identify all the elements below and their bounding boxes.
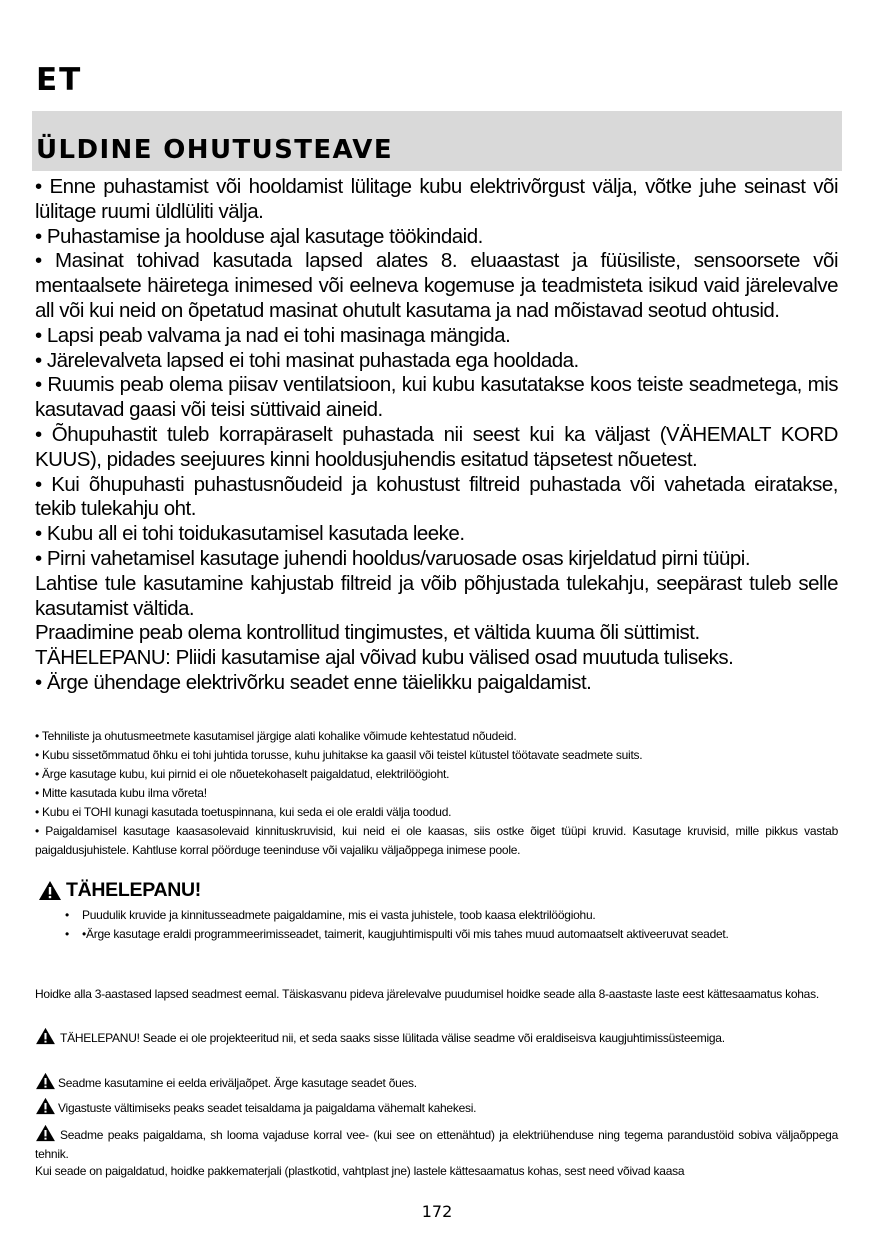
list-item: • Kubu ei TOHI kunagi kasutada toetuspinnana, kui seda ei ole eraldi välja toodud. xyxy=(35,805,452,819)
paragraph-text: TÄHELEPANU! Seade ei ole projekteeritud nii, et seda saaks sisse lülitada välise seadme või eraldiseisva kaugjuhtimissüsteemiga. xyxy=(60,1031,725,1045)
list-item: • Enne puhastamist või hooldamist lülitage kubu elektrivõrgust välja, võtke juhe seinast või lülitage ruumi üldlüliti välja. xyxy=(35,175,838,223)
list-item: • Mitte kasutada kubu ilma võreta! xyxy=(35,786,207,800)
list-item: • Kubu sissetõmmatud õhku ei tohi juhtida torusse, kuhu juhitakse ka gaasil või teistel kütustel töötavate seadmete suits. xyxy=(35,748,643,762)
list-item: • Ärge ühendage elektrivõrku seadet enne täielikku paigaldamist. xyxy=(35,670,592,694)
list-item: • Järelevalveta lapsed ei tohi masinat puhastada ega hooldada. xyxy=(35,348,579,372)
warning-title: TÄHELEPANU! xyxy=(66,879,201,901)
section-banner xyxy=(32,111,842,171)
section-title: ÜLDINE OHUTUSTEAVE xyxy=(36,135,393,165)
list-item: • Tehniliste ja ohutusmeetmete kasutamisel järgige alati kohalike võimude kehtestatud nõudeid. xyxy=(35,729,517,743)
list-item: • Pirni vahetamisel kasutage juhendi hooldus/varuosade osas kirjeldatud pirni tüüpi. xyxy=(35,546,751,570)
list-item: TÄHELEPANU: Pliidi kasutamise ajal võivad kubu välised osad muutuda tuliseks. xyxy=(35,646,734,670)
paragraph-text: Seadme peaks paigaldama, sh looma vajaduse korral vee- (kui see on ettenähtud) ja elektriühenduse ning tegema parandustöid sobiva väljaõppega tehnik. xyxy=(35,1128,838,1161)
warning-triangle-icon xyxy=(35,1097,56,1115)
packaging-paragraph: Kui seade on paigaldatud, hoidke pakkematerjali (plastkotid, vahtplast jne) lastele kättesaamatus kohas, sest need võivad kaasa xyxy=(35,1164,685,1178)
warning-list xyxy=(65,906,838,944)
list-item: • •Ärge kasutage eraldi programmeerimisseadet, taimerit, kaugjuhtimispulti või mis tahes muud automaatselt aktiveeruvat seadet. xyxy=(65,925,838,944)
list-item: • Puhastamise ja hoolduse ajal kasutage töökindaid. xyxy=(35,224,483,248)
language-code: ET xyxy=(36,62,83,98)
paragraph-text: Seadme kasutamine ei eelda eriväljaõpet. Ärge kasutage seadet õues. xyxy=(58,1076,417,1090)
main-safety-list xyxy=(35,175,838,696)
outdoors-paragraph xyxy=(35,1072,838,1093)
list-item: • Kui õhupuhasti puhastusnõudeid ja kohustust filtreid puhastada või vahetada eiratakse, tekib tulekahju oht. xyxy=(35,472,838,521)
list-item: • Puudulik kruvide ja kinnitusseadmete paigaldamine, mis ei vasta juhistele, toob kaasa elektrilöögiohu. xyxy=(65,906,838,925)
list-item: • Kubu all ei tohi toidukasutamisel kasutada leeke. xyxy=(35,522,465,546)
warning-triangle-icon xyxy=(35,1027,56,1045)
warning-triangle-icon xyxy=(35,1072,56,1090)
list-item: • Paigaldamisel kasutage kaasasolevaid kinnituskruvisid, kui neid ei ole kaasas, siis ostke õiget tüüpi kruvid. Kasutage kruvisid, mille pikkus vastab paigaldusjuhistele. Kahtluse korral pöörduge teeninduse või vajaliku väljaõppega inimese poole. xyxy=(35,824,838,857)
technical-safety-list xyxy=(35,727,838,860)
installation-paragraph xyxy=(35,1124,838,1164)
page-number: 172 xyxy=(421,1202,453,1221)
children-paragraph: Hoidke alla 3-aastased lapsed seadmest eemal. Täiskasvanu pideva järelevalve puudumisel hoidke seade alla 8-aastaste laste eest kättesaamatus kohas. xyxy=(35,987,819,1001)
list-item: • Lapsi peab valvama ja nad ei tohi masinaga mängida. xyxy=(35,323,511,347)
warning-heading xyxy=(38,879,201,902)
list-item: • Ruumis peab olema piisav ventilatsioon, kui kubu kasutatakse koos teiste seadmetega, mis kasutavad gaasi või teisi süttivaid aineid. xyxy=(35,373,838,422)
paragraph-text: Vigastuste vältimiseks peaks seadet teisaldama ja paigaldama vähemalt kahekesi. xyxy=(58,1101,477,1115)
list-item: • Ärge kasutage kubu, kui pirnid ei ole nõuetekohaselt paigaldatud, elektrilöögioht. xyxy=(35,767,450,781)
list-item: Praadimine peab olema kontrollitud tingimustes, et vältida kuuma õli süttimist. xyxy=(35,621,700,645)
warning-triangle-icon xyxy=(38,880,62,901)
two-persons-paragraph xyxy=(35,1097,838,1118)
remote-warning-paragraph xyxy=(35,1027,838,1048)
list-item: • Masinat tohivad kasutada lapsed alates 8. eluaastast ja füüsiliste, sensoorsete või mentaalsete häiretega inimesed või eelneva kogemuse ja teadmisteta isikud vaid järelevalve all või kui neid on õpetatud masinat ohutult kasutama ja nad mõistavad seotud ohtusid. xyxy=(35,249,838,322)
list-item: Lahtise tule kasutamine kahjustab filtreid ja võib põhjustada tulekahju, seepärast tuleb selle kasutamist vältida. xyxy=(35,571,838,620)
warning-triangle-icon xyxy=(35,1124,56,1142)
list-item: • Õhupuhastit tuleb korrapäraselt puhastada nii seest kui ka väljast (VÄHEMALT KORD KUUS), pidades seejuures kinni hooldusjuhendis esitatud täpsetest nõuetest. xyxy=(35,422,838,471)
